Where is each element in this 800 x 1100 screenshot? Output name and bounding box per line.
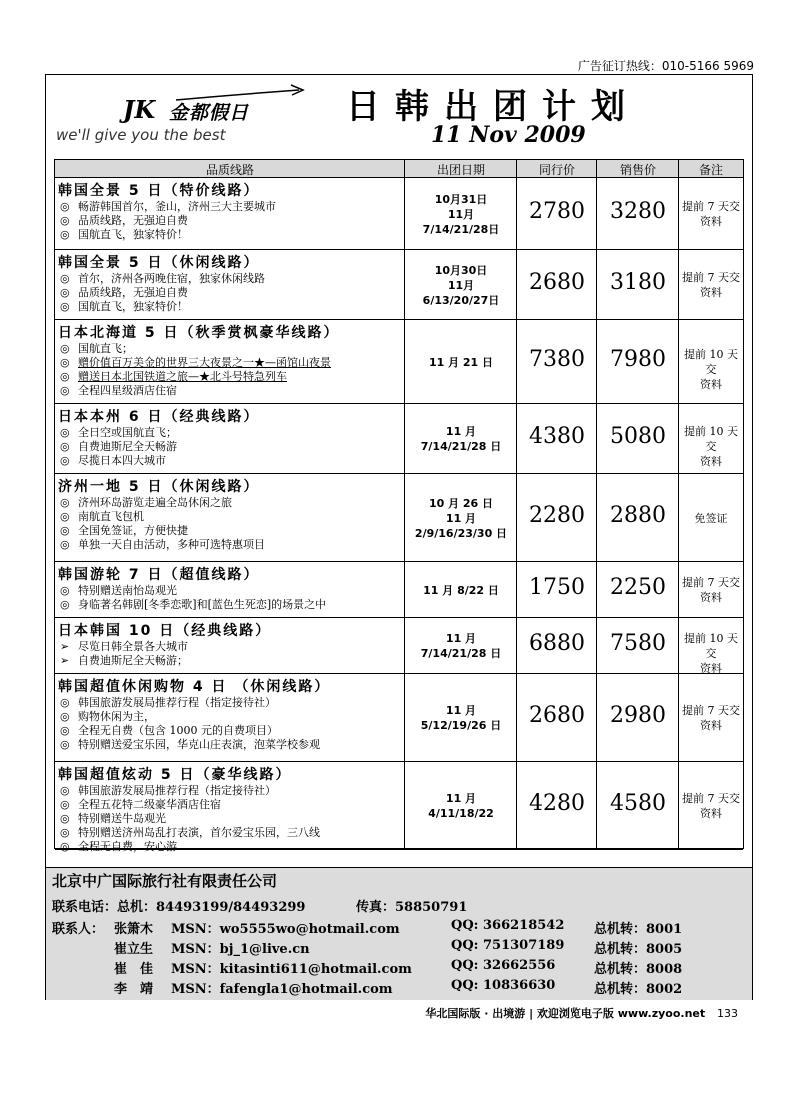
e-edition-link[interactable]: 欢迎浏览电子版 www.zyoo.net [536, 1007, 706, 1020]
col-date: 出团日期 [436, 163, 485, 177]
bullet-icon: ◎ [60, 300, 70, 313]
contact-name: 李 靖 [114, 982, 154, 997]
header [46, 75, 752, 159]
logo-jk: JK [123, 95, 156, 124]
peer-price: 2680 [529, 270, 585, 295]
table-header [55, 160, 743, 178]
col-sale-price: 销售价 [619, 163, 656, 177]
date-line: 10月30日 [434, 263, 488, 277]
remark-line: 资料 [700, 662, 722, 675]
col-peer-price: 同行价 [538, 163, 575, 177]
bullet-icon: ◎ [60, 538, 70, 551]
feature-text: 南航直飞包机 [78, 510, 144, 523]
route-title: 韩国超值炫动 5 日（豪华线路） [58, 767, 292, 783]
col-route: 品质线路 [205, 163, 254, 177]
departure-dates [405, 583, 517, 598]
departure-dates [405, 263, 517, 308]
route-features [60, 200, 276, 242]
date-line: 11 月 21 日 [428, 355, 494, 369]
list-item [60, 654, 188, 668]
feature-text: 首尔，济州各两晚住宿，独家休闲线路 [78, 272, 265, 285]
route-title: 济州一地 5 日（休闲线路） [58, 479, 260, 495]
date-line: 7/14/21/28日 [422, 222, 500, 236]
remark-line: 资料 [700, 807, 722, 820]
feature-text: 品质线路，无强迫自费 [78, 214, 188, 227]
date-line: 2/9/16/23/30 日 [414, 526, 508, 540]
date-line: 10 月 26 日 [428, 496, 494, 510]
bullet-icon: ◎ [60, 696, 70, 709]
page-frame [45, 74, 753, 1000]
ad-hotline: 广告征订热线：010-5166 5969 [577, 59, 754, 73]
bullet-icon: ◎ [60, 798, 70, 811]
feature-text: 国航直飞； [78, 342, 133, 355]
remark [679, 424, 743, 469]
peer-price: 1750 [529, 575, 585, 600]
issue-date: 11 Nov 2009 [431, 122, 586, 148]
sale-price: 7980 [610, 347, 666, 372]
peer-price: 2280 [529, 503, 585, 528]
list-item [60, 426, 177, 440]
feature-text: 赠价值百万美金的世界三大夜景之一★—函馆山夜景 [78, 356, 331, 369]
list-item [60, 510, 265, 524]
feature-text: 尽揽日本四大城市 [78, 454, 166, 467]
remark-line: 免签证 [694, 511, 728, 525]
table-row [55, 562, 743, 618]
feature-text: 自费迪斯尼全天畅游 [78, 440, 177, 453]
contact-name: 张箫木 [114, 922, 154, 937]
sale-price: 2880 [610, 503, 666, 528]
sale-price: 3280 [610, 199, 666, 224]
sale-price: 2980 [610, 703, 666, 728]
date-line: 10月31日 [434, 192, 488, 206]
list-item [60, 384, 331, 398]
peer-price: 4380 [529, 424, 585, 449]
bullet-icon: ◎ [60, 584, 70, 597]
remark-line: 提前 7 天交 [682, 576, 740, 589]
list-item [60, 228, 276, 242]
feature-text: 全程四星级酒店住宿 [78, 384, 177, 397]
departure-dates [405, 496, 517, 541]
feature-text: 品质线路，无强迫自费 [78, 286, 188, 299]
feature-text: 韩国旅游发展局推荐行程（指定接待社） [78, 696, 276, 709]
sale-price: 5080 [610, 424, 666, 449]
feature-text: 韩国旅游发展局推荐行程（指定接待社） [78, 784, 276, 797]
col-note: 备注 [698, 163, 723, 177]
remark-line: 资料 [700, 719, 722, 732]
contact-extension: 总机转：8001 [594, 922, 683, 937]
bullet-icon: ◎ [60, 840, 70, 853]
list-item [60, 356, 331, 370]
remark [679, 575, 743, 605]
bullet-icon: ◎ [60, 272, 70, 285]
date-line: 11 月 [445, 425, 477, 438]
phone-label: 联系电话：总机：84493199/84493299 [52, 900, 306, 915]
slogan: we'll give you the best [56, 126, 226, 144]
contact-extension: 总机转：8002 [594, 982, 683, 997]
route-features [60, 640, 188, 668]
contact-extension: 总机转：8005 [594, 942, 683, 957]
date-line: 11月 [447, 278, 475, 292]
list-item [60, 440, 177, 454]
list-item [60, 370, 331, 384]
sale-price: 7580 [610, 631, 666, 656]
feature-text: 赠送日本北国铁道之旅—★北斗号特急列车 [78, 370, 287, 383]
feature-text: 国航直飞，独家特价！ [78, 300, 188, 313]
table-row [55, 178, 743, 250]
date-line: 11月 [447, 207, 475, 221]
contacts-label: 联系人： [52, 922, 105, 937]
remark-line: 资料 [700, 215, 722, 228]
list-item [60, 738, 320, 752]
contact-extension: 总机转：8008 [594, 962, 683, 977]
route-title: 韩国超值休闲购物 4 日 （休闲线路） [58, 679, 331, 695]
remark [679, 703, 743, 733]
list-item [60, 200, 276, 214]
contact-name: 崔 佳 [114, 962, 154, 977]
list-item [60, 640, 188, 654]
contact-qq: QQ: 751307189 [451, 938, 565, 953]
table-row [55, 250, 743, 320]
feature-text: 尽览日韩全景各大城市 [78, 640, 188, 653]
feature-text: 畅游韩国首尔，釜山，济州三大主要城市 [78, 200, 276, 213]
contact-msn: MSN：bj_1@live.cn [171, 942, 310, 957]
table-row [55, 674, 743, 762]
date-line: 11 月 [445, 792, 477, 805]
remark-line: 提前 10 天交 [684, 425, 738, 453]
peer-price: 6880 [529, 631, 585, 656]
route-features [60, 584, 326, 612]
remark [679, 511, 743, 526]
bullet-icon: ◎ [60, 370, 70, 383]
list-item [60, 598, 326, 612]
bullet-icon: ◎ [60, 286, 70, 299]
departure-dates [405, 424, 517, 454]
list-item [60, 214, 276, 228]
date-line: 11 月 [445, 632, 477, 645]
list-item [60, 798, 320, 812]
list-item [60, 300, 265, 314]
contact-msn: MSN：kitasinti611@hotmail.com [171, 962, 412, 977]
list-item [60, 812, 320, 826]
route-title: 日本北海道 5 日（秋季赏枫豪华线路） [58, 325, 340, 341]
list-item [60, 286, 265, 300]
route-features [60, 496, 265, 552]
date-line: 7/14/21/28 日 [420, 647, 502, 660]
remark-line: 提前 10 天交 [684, 632, 738, 660]
remark [679, 199, 743, 229]
contact-msn: MSN：wo5555wo@hotmail.com [171, 922, 400, 937]
list-item [60, 272, 265, 286]
feature-text: 特别赠送爱宝乐园，华克山庄表演，泡菜学校参观 [78, 738, 320, 751]
list-item [60, 710, 320, 724]
peer-price: 2680 [529, 703, 585, 728]
feature-text: 全程无自费，安心游 [78, 840, 177, 853]
feature-text: 全国免签证，方便快捷 [78, 524, 188, 537]
departure-dates [405, 791, 517, 821]
list-item [60, 454, 177, 468]
list-item [60, 784, 320, 798]
list-item [60, 840, 320, 854]
remark-line: 资料 [700, 286, 722, 299]
remark-line: 提前 10 天交 [684, 348, 738, 376]
page-footer [425, 1005, 738, 1021]
feature-text: 全日空或国航直飞； [78, 426, 177, 439]
route-features [60, 272, 265, 314]
contact-name: 崔立生 [114, 942, 154, 957]
bullet-icon: ◎ [60, 342, 70, 355]
date-line: 5/12/19/26 日 [420, 719, 502, 732]
contact-qq: QQ: 366218542 [451, 918, 565, 933]
date-line: 7/14/21/28 日 [420, 440, 502, 453]
route-features [60, 784, 320, 854]
contact-qq: QQ: 32662556 [451, 958, 556, 973]
peer-price: 2780 [529, 199, 585, 224]
remark [679, 791, 743, 821]
bullet-icon: ➢ [60, 654, 70, 667]
section-name: 华北国际版 · 出境游 [425, 1007, 526, 1020]
feature-text: 国航直飞，独家特价！ [78, 228, 188, 241]
list-item [60, 524, 265, 538]
table-row [55, 618, 743, 674]
bullet-icon: ◎ [60, 598, 70, 611]
page-number: 133 [717, 1007, 738, 1020]
contact-footer [46, 867, 752, 1000]
feature-text: 特别赠送济州岛乱打表演，首尔爱宝乐园，三八线 [78, 826, 320, 839]
feature-text: 全程五花特二级豪华酒店住宿 [78, 798, 221, 811]
page-title: 日韩出团计划 [346, 87, 640, 127]
bullet-icon: ◎ [60, 440, 70, 453]
route-features [60, 342, 331, 398]
date-line: 6/13/20/27日 [422, 293, 500, 307]
remark [679, 631, 743, 676]
table-row [55, 320, 743, 404]
list-item [60, 538, 265, 552]
list-item [60, 724, 320, 738]
bullet-icon: ◎ [60, 454, 70, 467]
feature-text: 特别赠送南怡岛观光 [78, 584, 177, 597]
contact-qq: QQ: 10836630 [451, 978, 556, 993]
feature-text: 购物休闲为主， [78, 710, 155, 723]
peer-price: 4280 [529, 791, 585, 816]
contact-msn: MSN：fafengla1@hotmail.com [171, 982, 393, 997]
route-title: 日本韩国 10 日（经典线路） [58, 623, 272, 639]
table-row [55, 474, 743, 562]
remark-line: 提前 7 天交 [682, 271, 740, 284]
route-features [60, 426, 177, 468]
date-line: 4/11/18/22 [428, 807, 494, 820]
list-item [60, 496, 265, 510]
list-item [60, 342, 331, 356]
feature-text: 单独一天自由活动，多种可选特惠项目 [78, 538, 265, 551]
bullet-icon: ◎ [60, 214, 70, 227]
bullet-icon: ◎ [60, 426, 70, 439]
bullet-icon: ◎ [60, 524, 70, 537]
bullet-icon: ◎ [60, 510, 70, 523]
bullet-icon: ◎ [60, 812, 70, 825]
remark-line: 提前 7 天交 [682, 792, 740, 805]
bullet-icon: ➢ [60, 640, 70, 653]
remark-line: 提前 7 天交 [682, 200, 740, 213]
remark-line: 提前 7 天交 [682, 704, 740, 717]
peer-price: 7380 [529, 347, 585, 372]
bullet-icon: ◎ [60, 228, 70, 241]
remark-line: 资料 [700, 591, 722, 604]
bullet-icon: ◎ [60, 826, 70, 839]
departure-dates [405, 631, 517, 661]
route-title: 韩国全景 5 日（特价线路） [58, 183, 260, 199]
table-row [55, 762, 743, 853]
remark [679, 347, 743, 392]
route-features [60, 696, 320, 752]
company-name: 北京中广国际旅行社有限责任公司 [52, 872, 278, 890]
separator: | [529, 1007, 534, 1020]
feature-text: 身临著名韩剧[冬季恋歌]和[蓝色生死恋]的场景之中 [78, 598, 327, 611]
departure-dates [405, 355, 517, 370]
bullet-icon: ◎ [60, 384, 70, 397]
sale-price: 2250 [610, 575, 666, 600]
fax: 传真：58850791 [356, 900, 468, 915]
route-title: 日本本州 6 日（经典线路） [58, 409, 260, 425]
feature-text: 自费迪斯尼全天畅游； [78, 654, 188, 667]
sale-price: 3180 [610, 270, 666, 295]
feature-text: 特别赠送牛岛观光 [78, 812, 166, 825]
tour-table [54, 159, 744, 853]
feature-text: 全程无自费（包含 1000 元的自费项目） [78, 724, 278, 737]
date-line: 11 月 8/22 日 [423, 583, 499, 597]
list-item [60, 696, 320, 710]
departure-dates [405, 192, 517, 237]
bullet-icon: ◎ [60, 200, 70, 213]
feature-text: 济州环岛游览走遍全岛休闲之旅 [78, 496, 232, 509]
bullet-icon: ◎ [60, 724, 70, 737]
bullet-icon: ◎ [60, 496, 70, 509]
remark-line: 资料 [700, 455, 722, 468]
date-line: 11 月 [445, 511, 477, 525]
sale-price: 4580 [610, 791, 666, 816]
table-row [55, 404, 743, 474]
list-item [60, 584, 326, 598]
route-title: 韩国全景 5 日（休闲线路） [58, 255, 260, 271]
remark-line: 资料 [700, 378, 722, 391]
bullet-icon: ◎ [60, 784, 70, 797]
remark [679, 270, 743, 300]
route-title: 韩国游轮 7 日（超值线路） [58, 567, 260, 583]
bullet-icon: ◎ [60, 738, 70, 751]
logo-text: 金都假日 [169, 102, 250, 124]
list-item [60, 826, 320, 840]
bullet-icon: ◎ [60, 356, 70, 369]
date-line: 11 月 [445, 704, 477, 717]
bullet-icon: ◎ [60, 710, 70, 723]
departure-dates [405, 703, 517, 733]
